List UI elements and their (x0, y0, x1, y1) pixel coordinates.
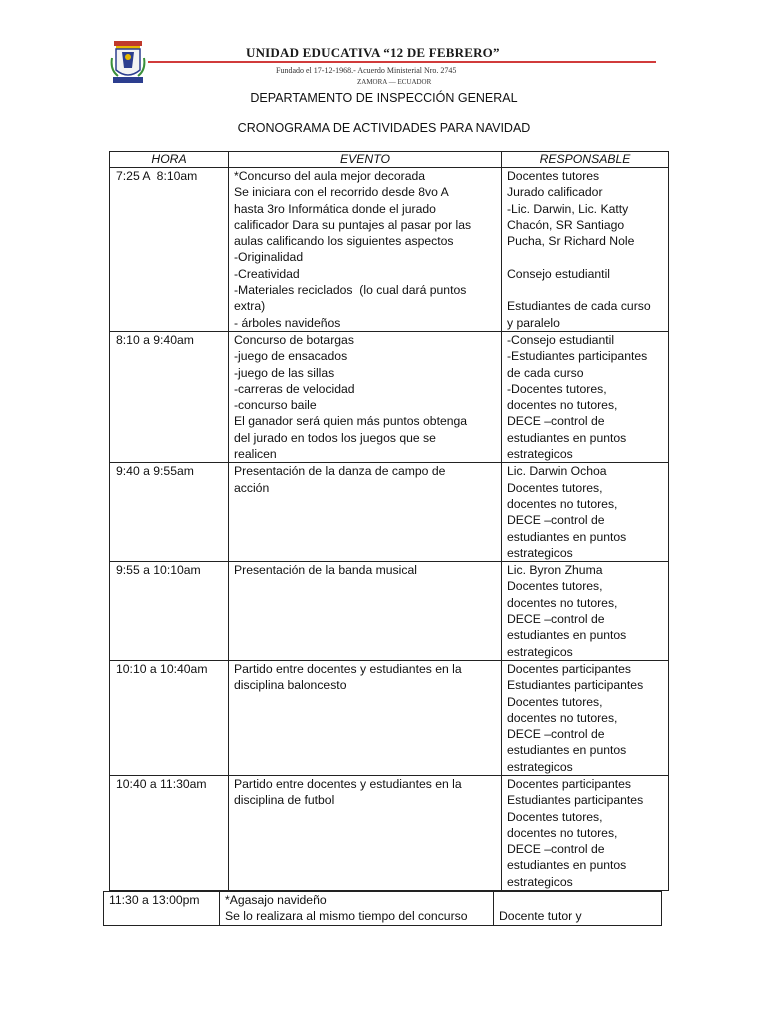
evento-line: *Agasajo navideño (225, 893, 327, 907)
responsable-cell (502, 168, 669, 332)
responsable-line: DECE –control de (507, 612, 605, 627)
table-row (110, 168, 669, 332)
evento-cell (229, 463, 502, 562)
hora-cell (110, 660, 229, 775)
table-row (110, 331, 669, 462)
responsable-line (507, 249, 663, 265)
hora-text: 8:10 a 9:40am (116, 332, 194, 347)
evento-line: El ganador será quien más puntos obtenga (234, 414, 468, 429)
evento-cell (229, 562, 502, 661)
responsable-line: Docentes participantes (507, 776, 631, 791)
responsable-line: Jurado calificador (507, 185, 603, 200)
column-header-responsable: RESPONSABLE (502, 152, 669, 168)
evento-line: Concurso de botargas (234, 332, 354, 347)
evento-cell (229, 775, 502, 890)
responsable-cell (502, 660, 669, 775)
responsable-line: Estudiantes participantes (507, 793, 644, 808)
evento-line: -concurso baile (234, 398, 317, 413)
responsable-line: estudiantes en puntos (507, 430, 627, 445)
evento-line: hasta 3ro Informática donde el jurado (234, 201, 436, 216)
evento-line: Presentación de la danza de campo de (234, 464, 446, 479)
city-line: ZAMORA — ECUADOR (357, 78, 432, 86)
table-row (110, 775, 669, 890)
responsable-line: Estudiantes participantes (507, 678, 644, 693)
evento-line: Presentación de la banda musical (234, 563, 417, 578)
responsable-line: DECE –control de (507, 842, 605, 857)
evento-line: del jurado en todos los juegos que se (234, 430, 436, 445)
responsable-line: estrategicos (507, 545, 573, 560)
evento-line: Se lo realizara al mismo tiempo del concurso (225, 909, 468, 924)
responsable-line: -Estudiantes participantes (507, 349, 648, 364)
evento-cell (229, 660, 502, 775)
document-title: CRONOGRAMA DE ACTIVIDADES PARA NAVIDAD (237, 121, 531, 135)
responsable-line: -Docentes tutores, (507, 381, 607, 396)
responsable-line: DECE –control de (507, 513, 605, 528)
evento-line: Partido entre docentes y estudiantes en la (234, 776, 462, 791)
responsable-line: Docentes tutores (507, 169, 600, 183)
evento-cell (229, 331, 502, 462)
evento-cell (220, 892, 494, 926)
evento-line: calificador Dara su puntajes al pasar por las (234, 217, 472, 232)
evento-line: -Creatividad (234, 266, 300, 281)
evento-line: - árboles navideños (234, 315, 341, 330)
evento-line: realicen (234, 447, 277, 462)
responsable-line: Estudiantes de cada curso (507, 299, 651, 314)
responsable-line: estrategicos (507, 874, 573, 889)
hora-text: 9:40 a 9:55am (116, 464, 194, 479)
hora-cell (110, 775, 229, 890)
responsable-line: Chacón, SR Santiago (507, 217, 625, 232)
hora-text: 10:40 a 11:30am (116, 776, 207, 791)
responsable-line (499, 892, 656, 908)
responsable-line: DECE –control de (507, 727, 605, 742)
responsable-line: Docentes tutores, (507, 694, 603, 709)
evento-line: Se iniciara con el recorrido desde 8vo A (234, 185, 449, 200)
hora-cell (104, 892, 220, 926)
column-header-evento: EVENTO (229, 152, 502, 168)
responsable-cell (502, 331, 669, 462)
evento-line: -carreras de velocidad (234, 381, 355, 396)
responsable-line: Docentes tutores, (507, 480, 603, 495)
responsable-line: Docentes participantes (507, 661, 631, 676)
responsable-cell (494, 892, 662, 926)
table-header-row (110, 152, 669, 168)
evento-line: -Originalidad (234, 250, 304, 265)
evento-line: -juego de ensacados (234, 349, 348, 364)
hora-cell (110, 331, 229, 462)
responsable-line: estudiantes en puntos (507, 628, 627, 643)
evento-line: *Concurso del aula mejor decorada (234, 169, 426, 183)
hora-text: 7:25 A 8:10am (116, 169, 198, 183)
evento-line: acción (234, 480, 270, 495)
evento-line: -Materiales reciclados (lo cual dará puntos (234, 283, 467, 298)
responsable-line: Docente tutor y (499, 909, 582, 924)
header-divider (148, 61, 656, 63)
table-row (110, 562, 669, 661)
responsable-line: docentes no tutores, (507, 496, 618, 511)
responsable-cell (502, 562, 669, 661)
responsable-line: -Consejo estudiantil (507, 332, 615, 347)
responsable-line: docentes no tutores, (507, 398, 618, 413)
evento-line: aulas calificando los siguientes aspectos (234, 234, 454, 249)
responsable-line: estudiantes en puntos (507, 858, 627, 873)
hora-cell (110, 463, 229, 562)
responsable-line: Docentes tutores, (507, 579, 603, 594)
responsable-line: Consejo estudiantil (507, 266, 610, 281)
responsable-line: -Lic. Darwin, Lic. Katty (507, 201, 629, 216)
responsable-line: de cada curso (507, 365, 584, 380)
hora-cell (110, 168, 229, 332)
responsable-line: docentes no tutores, (507, 595, 618, 610)
responsable-line: Pucha, Sr Richard Nole (507, 234, 635, 249)
school-crest-logo (110, 40, 146, 86)
table-row (110, 660, 669, 775)
evento-line: extra) (234, 299, 266, 314)
evento-cell (229, 168, 502, 332)
final-row-table (103, 891, 662, 926)
column-header-hora: HORA (110, 152, 229, 168)
table-row (104, 892, 662, 926)
responsable-line: DECE –control de (507, 414, 605, 429)
department-heading: DEPARTAMENTO DE INSPECCIÓN GENERAL (250, 91, 518, 105)
founded-line: Fundado el 17-12-1968.- Acuerdo Ministerial Nro. 2745 (276, 66, 457, 75)
evento-line: -juego de las sillas (234, 365, 335, 380)
responsable-line: Lic. Darwin Ochoa (507, 464, 607, 479)
hora-text: 9:55 a 10:10am (116, 563, 201, 578)
responsable-line: Lic. Byron Zhuma (507, 563, 603, 578)
hora-text: 11:30 a 13:00pm (109, 893, 200, 907)
responsable-line: Docentes tutores, (507, 809, 603, 824)
responsable-line: estrategicos (507, 759, 573, 774)
table-row (110, 463, 669, 562)
responsable-line: estudiantes en puntos (507, 743, 627, 758)
responsable-line: docentes no tutores, (507, 710, 618, 725)
hora-cell (110, 562, 229, 661)
responsable-line: estudiantes en puntos (507, 529, 627, 544)
responsable-cell (502, 775, 669, 890)
hora-text: 10:10 a 10:40am (116, 661, 208, 676)
responsable-line: docentes no tutores, (507, 825, 618, 840)
responsable-cell (502, 463, 669, 562)
evento-line: disciplina de futbol (234, 793, 335, 808)
schedule-table (109, 151, 669, 891)
responsable-line (507, 282, 663, 298)
responsable-line: y paralelo (507, 315, 560, 330)
evento-line: disciplina baloncesto (234, 678, 347, 693)
evento-line: Partido entre docentes y estudiantes en la (234, 661, 462, 676)
responsable-line: estrategicos (507, 644, 573, 659)
school-name: UNIDAD EDUCATIVA “12 DE FEBRERO” (246, 45, 500, 60)
responsable-line: estrategicos (507, 447, 573, 462)
